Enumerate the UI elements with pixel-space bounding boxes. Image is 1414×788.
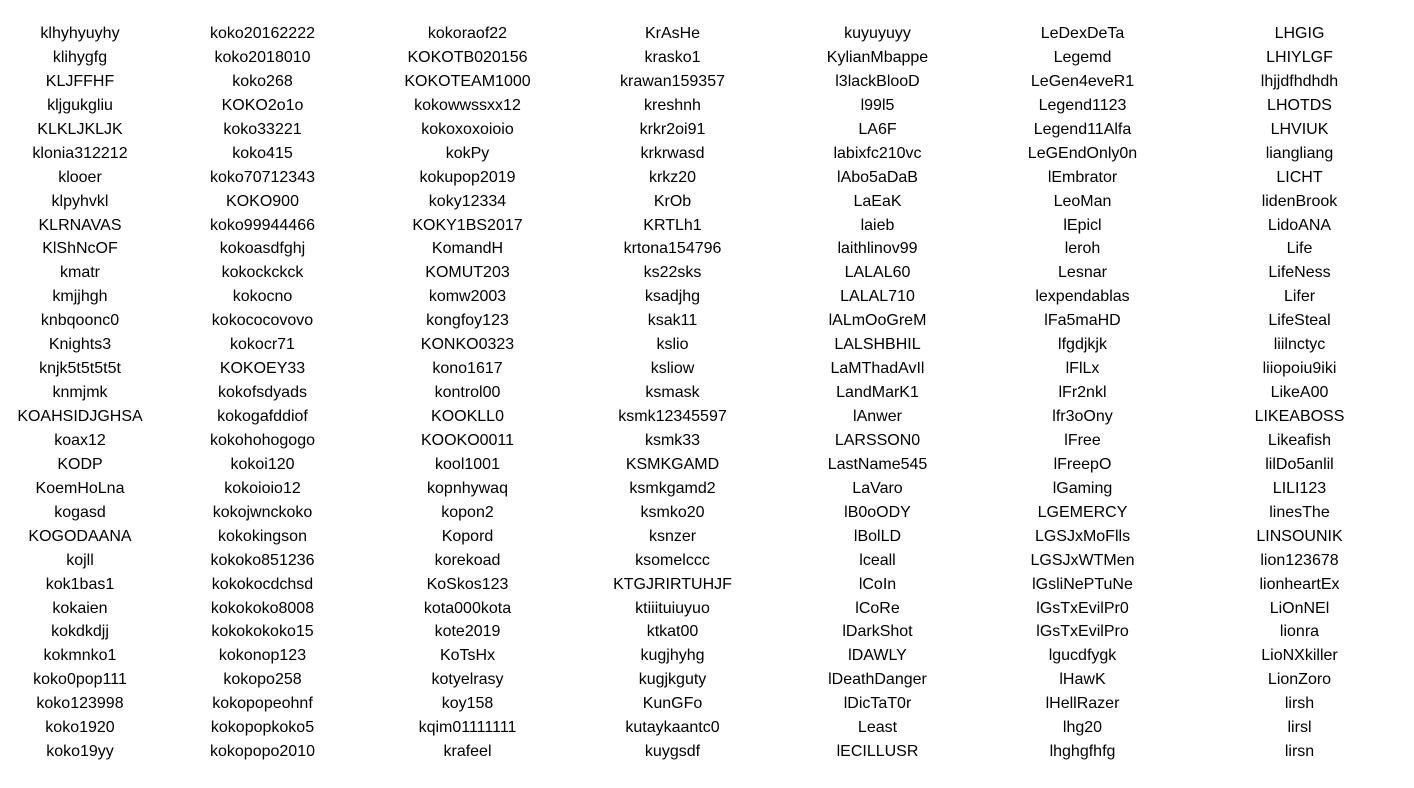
name-cell: lFlLx bbox=[1065, 360, 1100, 378]
name-cell: kokofsdyads bbox=[218, 384, 307, 402]
name-cell: krkrwasd bbox=[640, 144, 705, 162]
name-cell: ksmko20 bbox=[640, 503, 705, 521]
name-cell: LALAL60 bbox=[844, 264, 911, 282]
name-cell: kuygsdf bbox=[644, 743, 701, 761]
name-cell: lCoRe bbox=[855, 599, 900, 617]
name-cell: lFa5maHD bbox=[1044, 312, 1121, 330]
name-cell: lFree bbox=[1064, 431, 1101, 449]
name-cell: Likeafish bbox=[1267, 431, 1332, 449]
name-cell: kokdkdjj bbox=[51, 623, 109, 641]
name-cell: kokoxoxoioio bbox=[421, 120, 514, 138]
name-cell: lfgdjkjk bbox=[1058, 336, 1107, 354]
name-cell: laithlinov99 bbox=[837, 240, 918, 258]
name-cell: lirsl bbox=[1287, 719, 1312, 737]
name-cell: kokonop123 bbox=[218, 647, 307, 665]
name-cell: kuyuyuyy bbox=[844, 25, 911, 42]
name-cell: koy158 bbox=[441, 695, 494, 713]
name-cell: lECILLUSR bbox=[836, 743, 919, 761]
name-cell: komw2003 bbox=[428, 288, 507, 306]
name-cell: kutaykaantc0 bbox=[625, 719, 720, 737]
name-cell: kqim01111111 bbox=[418, 719, 517, 737]
name-cell: kokojwnckoko bbox=[212, 503, 313, 521]
name-cell: lGsliNePTuNe bbox=[1032, 575, 1133, 593]
name-cell: kokococovovo bbox=[211, 312, 314, 330]
name-cell: KrAsHe bbox=[644, 25, 701, 42]
name-cell: LHGIG bbox=[1274, 25, 1325, 42]
name-cell: lFreepO bbox=[1053, 455, 1112, 473]
name-cell: kote2019 bbox=[434, 623, 501, 641]
name-cell: kreshnh bbox=[644, 96, 701, 114]
name-cell: LaMThadAvIl bbox=[830, 360, 925, 378]
name-cell: knmjmk bbox=[52, 384, 108, 402]
name-cell: l3lackBlooD bbox=[835, 72, 920, 90]
name-cell: kokopopeohnf bbox=[212, 695, 313, 713]
name-cell: krasko1 bbox=[644, 48, 701, 66]
name-cell: kljgukgliu bbox=[47, 96, 113, 114]
name-cell: korekoad bbox=[434, 551, 501, 569]
name-cell: KunGFo bbox=[642, 695, 703, 713]
name-cell: lionheartEx bbox=[1259, 575, 1340, 593]
name-cell: kokPy bbox=[445, 144, 490, 162]
name-cell: kokoi120 bbox=[230, 455, 295, 473]
name-cell: kokmnko1 bbox=[43, 647, 117, 665]
name-cell: lHawK bbox=[1059, 671, 1106, 689]
name-cell: lirsh bbox=[1284, 695, 1315, 713]
name-cell: koko415 bbox=[232, 144, 293, 162]
name-cell: knbqoonc0 bbox=[40, 312, 120, 330]
name-cell: lhg20 bbox=[1062, 719, 1103, 737]
name-cell: kojll bbox=[66, 551, 94, 569]
name-cell: lgucdfygk bbox=[1048, 647, 1117, 665]
name-cell: koko20162222 bbox=[210, 25, 315, 42]
name-cell: lCoIn bbox=[858, 575, 897, 593]
name-cell: lidenBrook bbox=[1261, 192, 1338, 210]
name-cell: kokohohogogo bbox=[210, 431, 315, 449]
name-cell: LifeSteal bbox=[1268, 312, 1331, 330]
name-cell: klonia312212 bbox=[32, 144, 128, 162]
name-cell: lEpicl bbox=[1063, 216, 1102, 234]
name-cell: kontrol00 bbox=[434, 384, 501, 402]
name-cell: KlShNcOF bbox=[42, 240, 118, 258]
name-cell: KLJFFHF bbox=[45, 72, 115, 90]
name-cell: KTGJRIRTUHJF bbox=[613, 575, 732, 593]
name-cell: KOAHSIDJGHSA bbox=[17, 408, 143, 425]
name-cell: LionZoro bbox=[1267, 671, 1332, 689]
name-cell: ksomelccc bbox=[635, 551, 710, 569]
name-cell: LA6F bbox=[858, 120, 897, 138]
name-cell: kokocr71 bbox=[230, 336, 295, 354]
name-cell: laieb bbox=[860, 216, 895, 234]
name-cell: LILI123 bbox=[1272, 479, 1327, 497]
name-cell: lilDo5anlil bbox=[1265, 455, 1334, 473]
name-cell: kokupop2019 bbox=[419, 168, 516, 186]
name-cell: koko33221 bbox=[223, 120, 302, 138]
name-cell: ksak11 bbox=[647, 312, 698, 330]
name-cell: Least bbox=[857, 719, 898, 737]
name-cell: LaEaK bbox=[853, 192, 902, 210]
name-cell: linesThe bbox=[1269, 503, 1330, 521]
name-cell: lirsn bbox=[1284, 743, 1315, 761]
name-cell: kotyelrasy bbox=[431, 671, 504, 689]
name-cell: KOKO2o1o bbox=[221, 96, 304, 114]
name-cell: KOKOTEAM1000 bbox=[404, 72, 531, 90]
name-cell: kota000kota bbox=[423, 599, 512, 617]
name-cell: kugjhyhg bbox=[640, 647, 705, 665]
name-cell: LidoANA bbox=[1267, 216, 1332, 234]
name-cell: kokokocdchsd bbox=[211, 575, 314, 593]
name-cell: LINSOUNIK bbox=[1256, 527, 1343, 545]
name-cell: KoTsHx bbox=[439, 647, 496, 665]
name-cell: kokopopkoko5 bbox=[210, 719, 315, 737]
name-cell: kogasd bbox=[54, 503, 106, 521]
name-cell: krkr2oi91 bbox=[639, 120, 706, 138]
name-cell: KOKY1BS2017 bbox=[412, 216, 523, 234]
name-cell: LikeA00 bbox=[1270, 384, 1329, 402]
name-cell: kokopo258 bbox=[223, 671, 302, 689]
name-cell: lBolLD bbox=[853, 527, 902, 545]
name-cell: kopon2 bbox=[441, 503, 494, 521]
name-cell: LALSHBHIL bbox=[834, 336, 921, 354]
name-cell: lAnwer bbox=[853, 408, 902, 425]
name-cell: KRTLh1 bbox=[643, 216, 702, 234]
name-column bbox=[365, 22, 570, 764]
name-cell: kokoioio12 bbox=[224, 479, 301, 497]
name-cell: klpyhvkl bbox=[51, 192, 109, 210]
name-cell: kokocno bbox=[232, 288, 293, 306]
name-cell: lfr3oOny bbox=[1052, 408, 1113, 425]
name-cell: koky12334 bbox=[428, 192, 507, 210]
name-cell: ksmkgamd2 bbox=[629, 479, 716, 497]
name-cell: lion123678 bbox=[1260, 551, 1339, 569]
name-cell: ksmk12345597 bbox=[618, 408, 727, 425]
name-cell: LeDexDeTa bbox=[1040, 25, 1125, 42]
name-cell: lhghgfhfg bbox=[1049, 743, 1116, 761]
name-cell: lceall bbox=[859, 551, 896, 569]
name-cell: lALmOoGreM bbox=[828, 312, 927, 330]
name-cell: lGsTxEvilPr0 bbox=[1036, 599, 1129, 617]
name-cell: leroh bbox=[1064, 240, 1101, 258]
name-cell: lB0oODY bbox=[844, 503, 911, 521]
name-cell: kslio bbox=[656, 336, 689, 354]
name-cell: krtona154796 bbox=[623, 240, 722, 258]
name-cell: koko19yy bbox=[46, 743, 114, 761]
name-cell: kono1617 bbox=[432, 360, 503, 378]
name-cell: KOOKLL0 bbox=[431, 408, 504, 425]
name-cell: klooer bbox=[58, 168, 102, 186]
name-cell: kokokoko8008 bbox=[210, 599, 315, 617]
name-cell: KSMKGAMD bbox=[625, 455, 720, 473]
name-cell: ksnzer bbox=[648, 527, 697, 545]
name-column bbox=[570, 22, 775, 764]
name-cell: liilnctyc bbox=[1273, 336, 1326, 354]
name-cell: lGaming bbox=[1052, 479, 1113, 497]
name-cell: kmatr bbox=[60, 264, 100, 282]
name-cell: LastName545 bbox=[827, 455, 928, 473]
name-cell: Legend1123 bbox=[1038, 96, 1127, 114]
name-cell: LandMarK1 bbox=[836, 384, 919, 402]
name-cell: Legemd bbox=[1053, 48, 1112, 66]
name-cell: Knights3 bbox=[48, 336, 112, 354]
name-cell: kokokokoko15 bbox=[211, 623, 314, 641]
name-cell: kokokingson bbox=[218, 527, 307, 545]
name-cell: kokockckck bbox=[221, 264, 304, 282]
name-cell: klhyhyuyhy bbox=[40, 25, 120, 42]
name-cell: koko99944466 bbox=[210, 216, 315, 234]
name-cell: lexpendablas bbox=[1035, 288, 1130, 306]
name-cell: KOKOTB020156 bbox=[407, 48, 528, 66]
name-cell: ks22sks bbox=[643, 264, 702, 282]
name-cell: kugjkguty bbox=[638, 671, 707, 689]
name-cell: koko0pop111 bbox=[33, 671, 127, 689]
name-cell: liangliang bbox=[1265, 144, 1334, 162]
name-cell: labixfc210vc bbox=[833, 144, 922, 162]
name-column bbox=[1185, 22, 1414, 764]
name-cell: LGEMERCY bbox=[1037, 503, 1128, 521]
name-cell: lDarkShot bbox=[842, 623, 913, 641]
name-cell: kokoasdfghj bbox=[219, 240, 306, 258]
name-cell: ktiiituiuyuo bbox=[635, 599, 710, 617]
name-cell: ksliow bbox=[650, 360, 695, 378]
name-cell: LHOTDS bbox=[1267, 96, 1332, 114]
name-cell: koko1920 bbox=[45, 719, 115, 737]
name-cell: LaVaro bbox=[852, 479, 903, 497]
name-cell: kokoraof22 bbox=[427, 25, 508, 42]
name-cell: koko2018010 bbox=[214, 48, 311, 66]
name-cell: LeGEndOnly0n bbox=[1027, 144, 1138, 162]
name-cell: LGSJxWTMen bbox=[1030, 551, 1135, 569]
name-cell: lFr2nkl bbox=[1058, 384, 1107, 402]
name-grid bbox=[0, 22, 1414, 764]
name-cell: lHellRazer bbox=[1045, 695, 1120, 713]
name-cell: LICHT bbox=[1276, 168, 1323, 186]
name-cell: LiOnNEl bbox=[1269, 599, 1330, 617]
name-cell: kokaien bbox=[52, 599, 108, 617]
name-cell: Life bbox=[1286, 240, 1313, 258]
name-column bbox=[0, 22, 160, 764]
name-cell: krawan159357 bbox=[620, 72, 725, 90]
name-cell: LeoMan bbox=[1053, 192, 1112, 210]
name-cell: KONKO0323 bbox=[420, 336, 515, 354]
name-cell: Lifer bbox=[1283, 288, 1316, 306]
name-cell: klihygfg bbox=[52, 48, 108, 66]
name-cell: KLKLJKLJK bbox=[37, 120, 123, 138]
name-cell: lionra bbox=[1279, 623, 1320, 641]
name-column bbox=[775, 22, 980, 764]
name-cell: Kopord bbox=[441, 527, 494, 545]
name-cell: lAbo5aDaB bbox=[837, 168, 918, 186]
name-cell: kokogafddiof bbox=[217, 408, 308, 425]
name-cell: KomandH bbox=[431, 240, 504, 258]
name-cell: LIKEABOSS bbox=[1254, 408, 1345, 425]
name-cell: LifeNess bbox=[1268, 264, 1331, 282]
name-cell: kok1bas1 bbox=[45, 575, 115, 593]
name-cell: kokowwssxx12 bbox=[414, 96, 521, 114]
name-cell: LioNXkiller bbox=[1261, 647, 1338, 665]
name-cell: ktkat00 bbox=[646, 623, 699, 641]
name-cell: KylianMbappe bbox=[826, 48, 929, 66]
name-cell: KOKO900 bbox=[226, 192, 299, 210]
name-cell: ksadjhg bbox=[644, 288, 701, 306]
name-cell: KoSkos123 bbox=[426, 575, 509, 593]
name-cell: koko268 bbox=[232, 72, 293, 90]
name-cell: LHVIUK bbox=[1270, 120, 1329, 138]
name-column bbox=[980, 22, 1185, 764]
name-cell: krkz20 bbox=[648, 168, 697, 186]
name-cell: liiopoiu9iki bbox=[1262, 360, 1337, 378]
name-cell: KOGODAANA bbox=[28, 527, 132, 545]
name-cell: kokopopo2010 bbox=[210, 743, 315, 761]
name-cell: KoemHoLna bbox=[35, 479, 125, 497]
name-cell: lDeathDanger bbox=[828, 671, 927, 689]
name-cell: krafeel bbox=[443, 743, 492, 761]
name-cell: KLRNAVAS bbox=[38, 216, 122, 234]
name-cell: knjk5t5t5t5t bbox=[39, 360, 121, 378]
name-cell: lGsTxEvilPro bbox=[1036, 623, 1129, 641]
name-cell: kongfoy123 bbox=[426, 312, 509, 330]
name-cell: kokoko851236 bbox=[210, 551, 315, 569]
name-cell: l99l5 bbox=[860, 96, 895, 114]
name-cell: LGSJxMoFlls bbox=[1034, 527, 1131, 545]
name-cell: lDAWLY bbox=[848, 647, 907, 665]
name-cell: ksmk33 bbox=[644, 431, 701, 449]
name-cell: LALAL710 bbox=[840, 288, 915, 306]
name-cell: KOMUT203 bbox=[425, 264, 510, 282]
name-column bbox=[160, 22, 365, 764]
name-cell: Legend11Alfa bbox=[1033, 120, 1132, 138]
name-cell: KOOKO0011 bbox=[420, 431, 515, 449]
name-cell: lEmbrator bbox=[1047, 168, 1118, 186]
name-cell: koax12 bbox=[54, 431, 106, 449]
name-cell: Lesnar bbox=[1058, 264, 1107, 282]
name-cell: LeGen4eveR1 bbox=[1030, 72, 1135, 90]
name-cell: kool1001 bbox=[435, 455, 500, 473]
name-cell: koko70712343 bbox=[210, 168, 315, 186]
name-cell: LARSSON0 bbox=[834, 431, 921, 449]
name-cell: LHIYLGF bbox=[1266, 48, 1333, 66]
name-cell: KODP bbox=[57, 455, 103, 473]
name-cell: lDicTaT0r bbox=[843, 695, 912, 713]
name-cell: ksmask bbox=[645, 384, 700, 402]
name-cell: koko123998 bbox=[36, 695, 124, 713]
name-cell: lhjjdfhdhdh bbox=[1260, 72, 1339, 90]
name-cell: KrOb bbox=[653, 192, 692, 210]
name-cell: kmjjhgh bbox=[52, 288, 108, 306]
name-cell: kopnhywaq bbox=[427, 479, 508, 497]
name-cell: KOKOEY33 bbox=[219, 360, 306, 378]
